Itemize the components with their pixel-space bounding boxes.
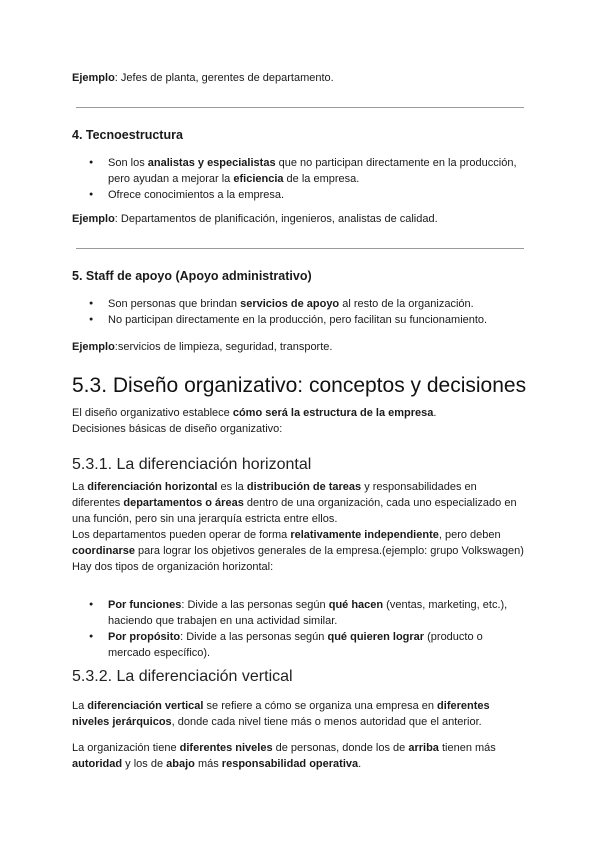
heading-5-3-1: 5.3.1. La diferenciación horizontal bbox=[72, 456, 312, 473]
list-item: ● Son los analistas y especialistas que no participan directamente en la producción, pero ayudan a mejorar la eficiencia de la empresa. bbox=[72, 155, 527, 187]
intro-5-3: El diseño organizativo establece cómo será la estructura de la empresa. Decisiones básicas de diseño organizativo: bbox=[72, 407, 437, 435]
heading-5-3: 5.3. Diseño organizativo: conceptos y decisiones bbox=[72, 374, 527, 397]
list-item: ● Ofrece conocimientos a la empresa. bbox=[72, 187, 527, 203]
body-5-3-2-p2: La organización tiene diferentes niveles de personas, donde los de arriba tienen más autoridad y los de abajo más responsabilidad operativa. bbox=[72, 742, 496, 770]
section-title-staff: 5. Staff de apoyo (Apoyo administrativo) bbox=[72, 269, 312, 283]
divider bbox=[76, 107, 524, 108]
list-item: ● No participan directamente en la producción, pero facilitan su funcionamiento. bbox=[72, 312, 527, 328]
list-item: ● Por funciones: Divide a las personas según qué hacen (ventas, marketing, etc.), haciendo que trabajen en una actividad similar. bbox=[72, 597, 527, 629]
list-item: ● Por propósito: Divide a las personas según qué quieren lograr (producto o mercado específico). bbox=[72, 629, 527, 661]
staff-list bbox=[72, 296, 527, 328]
horizontal-types-list bbox=[72, 597, 527, 661]
list-item: ● Son personas que brindan servicios de apoyo al resto de la organización. bbox=[72, 296, 527, 312]
section-title-tecnoestructura: 4. Tecnoestructura bbox=[72, 128, 183, 142]
tecnoestructura-list bbox=[72, 155, 527, 203]
heading-5-3-2: 5.3.2. La diferenciación vertical bbox=[72, 668, 293, 685]
example-staff: Ejemplo:servicios de limpieza, seguridad, transporte. bbox=[72, 341, 333, 353]
body-5-3-1: La diferenciación horizontal es la distribución de tareas y responsabilidades en diferentes departamentos o áreas dentro de una organización, cada uno especializado en una función, pero sin una jerarquía estricta entre ellos. Los departamentos pueden operar de forma relativamente independiente, pero deben coordinarse para lograr los objetivos generales de la empresa.(ejemplo: grupo Volkswagen) Hay dos tipos de organización horizontal: bbox=[72, 481, 524, 573]
example-tecnoestructura: Ejemplo: Departamentos de planificación, ingenieros, analistas de calidad. bbox=[72, 213, 438, 225]
divider bbox=[76, 248, 524, 249]
body-5-3-2-p1: La diferenciación vertical se refiere a cómo se organiza una empresa en diferentes niveles jerárquicos, donde cada nivel tiene más o menos autoridad que el anterior. bbox=[72, 700, 490, 728]
example-managers: Ejemplo: Jefes de planta, gerentes de departamento. bbox=[72, 72, 334, 84]
